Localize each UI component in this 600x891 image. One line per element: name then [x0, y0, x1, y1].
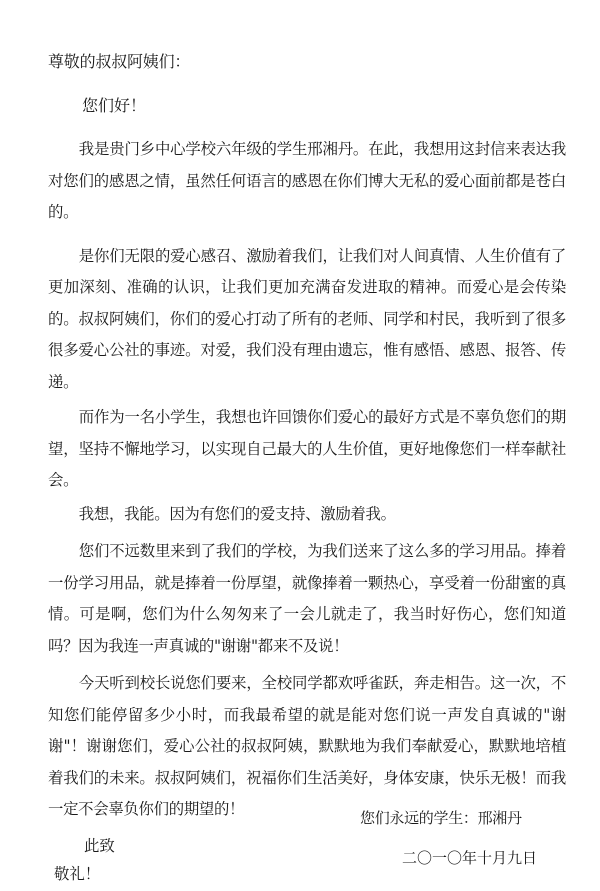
greeting-line: 您们好！: [82, 96, 147, 115]
closing-line-1: 此致: [84, 836, 115, 855]
paragraph-i-can: 我想，我能。因为有您们的爱支持、激励着我。: [78, 504, 396, 523]
paragraph-love: 是你们无限的爱心感召、激励着我们，让我们对人间真情、人生价值有了更加深刻、准确的认识，让我们更加充满奋发进取的精神。而爱心是会传染的。叔叔阿姨们，你们的爱心打动了所有的老师、同学和村民，我听到了很多很多爱心公社的事迹。对爱，我们没有理由遗忘，惟有感悟、感恩、报答、传递。: [48, 246, 566, 391]
paragraph-intro: 我是贵门乡中心学校六年级的学生邢湘丹。在此，我想用这封信来表达我对您们的感恩之情，虽然任何语言的感恩在你们博大无私的爱心面前都是苍白的。: [48, 140, 566, 221]
salutation: 尊敬的叔叔阿姨们：: [48, 52, 191, 71]
closing-line-2: 敬礼！: [54, 864, 101, 883]
date: 二〇一〇年十月九日: [402, 849, 538, 867]
paragraph-student: 而作为一名小学生，我想也许回馈你们爱心的最好方式是不辜负您们的期望，坚持不懈地学习，以实现自己最大的人生价值，更好地像您们一样奉献社会。: [48, 408, 566, 489]
signature: 您们永远的学生：邢湘丹: [360, 809, 522, 827]
paragraph-visit: 您们不远数里来到了我们的学校，为我们送来了这么多的学习用品。捧着一份学习用品，就是捧着一份厚望，就像捧着一颗热心，享受着一份甜蜜的真情。可是啊，您们为什么匆匆来了一会儿就走了，我当时好伤心，您们知道吗？因为我连一声真诚的"谢谢"都来不及说！: [48, 542, 566, 655]
paragraph-today: 今天听到校长说您们要来，全校同学都欢呼雀跃，奔走相告。这一次，不知您们能停留多少小时，而我最希望的就是能对您们说一声发自真诚的"谢谢"！谢谢您们，爱心公社的叔叔阿姨，默默地为我们奉献爱心，默默地培植着我们的未来。叔叔阿姨们，祝福你们生活美好，身体安康，快乐无极！而我一定不会辜负你们的期望的！: [48, 674, 566, 818]
